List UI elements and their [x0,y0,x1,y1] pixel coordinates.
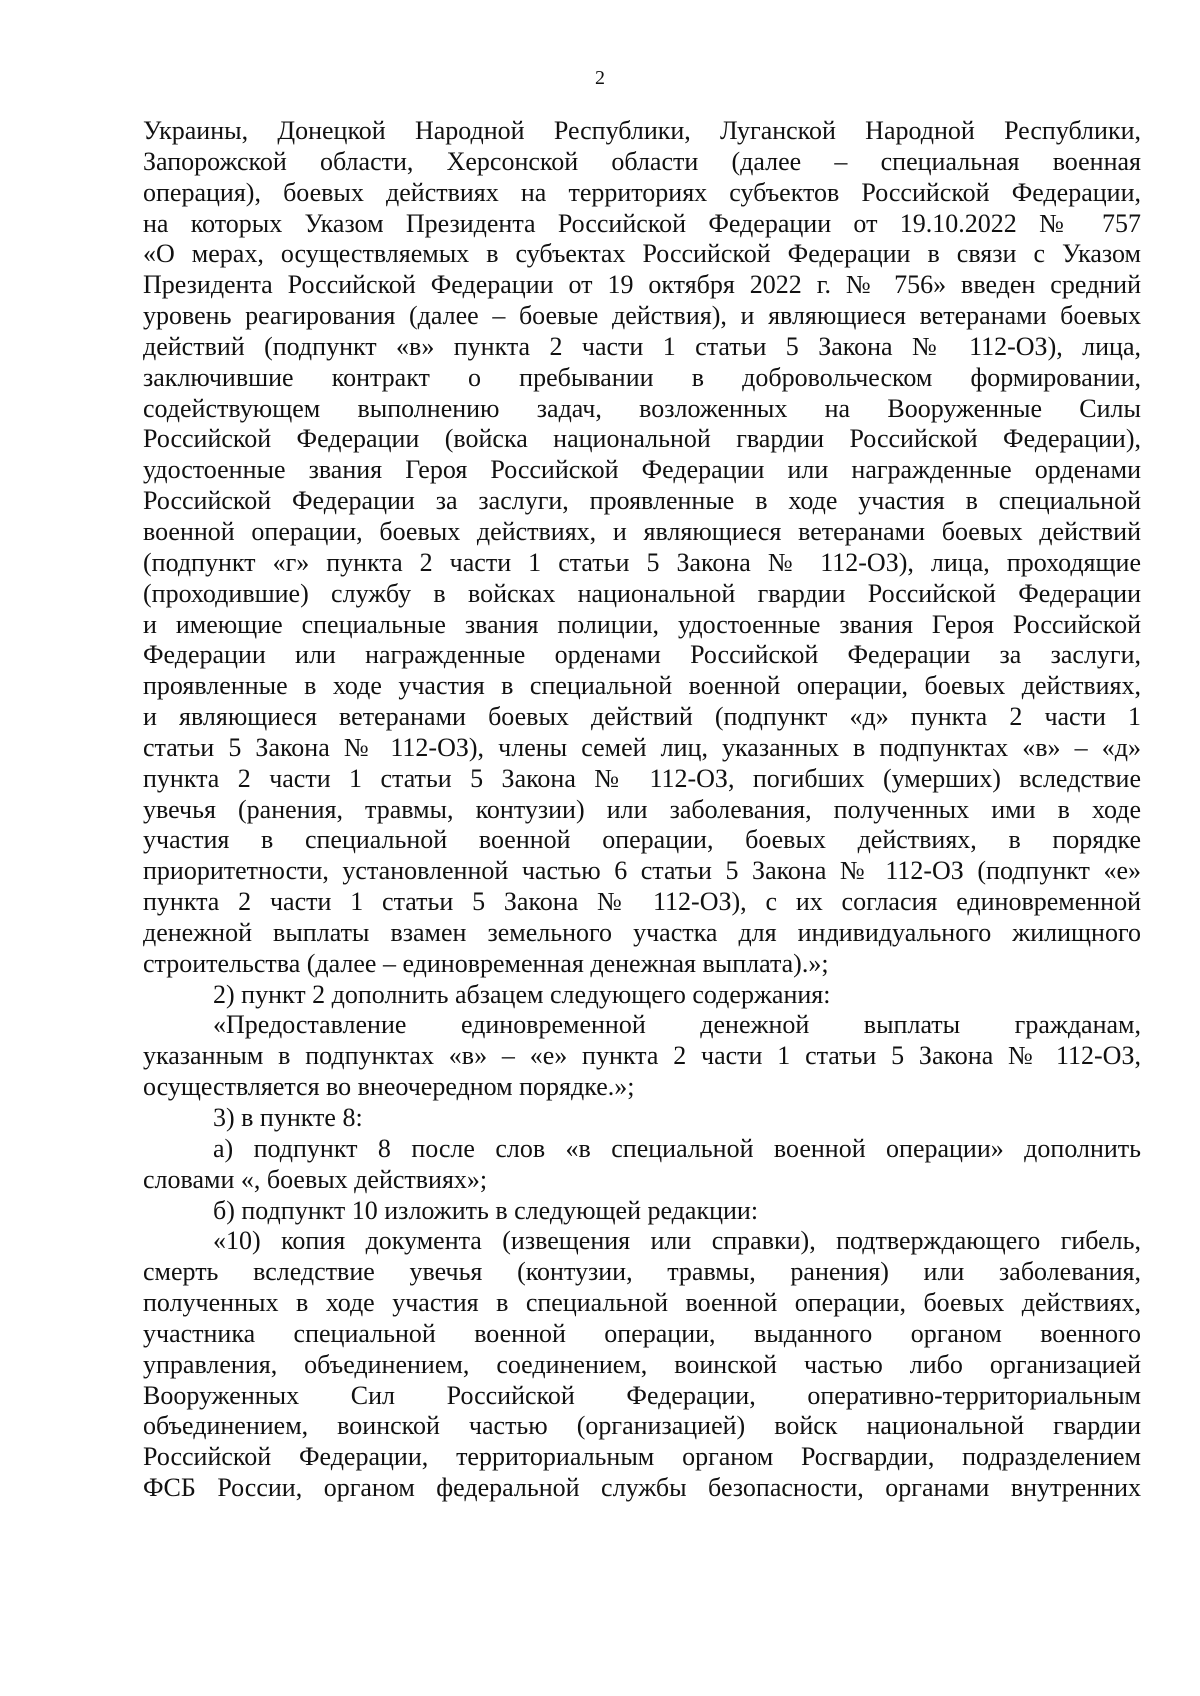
text-line: б) подпункт 10 изложить в следующей редакции: [213,1195,759,1225]
text-line: статьи 5 Закона № 112-ОЗ), члены семей лиц, указанных в подпунктах «в» – «д» [143,732,1141,762]
text-line: указанным в подпунктах «в» – «е» пункта 2 части 1 статьи 5 Закона № 112-ОЗ, [143,1041,1141,1071]
text-line: Вооруженных Сил Российской Федерации, оперативно-территориальным [143,1380,1141,1410]
document-body [143,116,1141,1504]
text-line: Федерации или награжденные орденами Российской Федерации за заслуги, [143,640,1141,670]
text-line: Российской Федерации, территориальным органом Росгвардии, подразделением [143,1442,1141,1472]
text-line: словами «, боевых действиях»; [143,1164,488,1194]
page-number: 2 [595,67,605,89]
text-line: объединением, воинской частью (организацией) войск национальной гвардии [143,1411,1141,1441]
text-line: проявленные в ходе участия в специальной военной операции, боевых действиях, [143,671,1141,701]
text-line: пункта 2 части 1 статьи 5 Закона № 112-ОЗ), с их согласия единовременной [143,887,1141,917]
text-line: денежной выплаты взамен земельного участка для индивидуального жилищного [143,917,1141,947]
text-line: военной операции, боевых действиях, и являющиеся ветеранами боевых действий [143,516,1141,546]
text-line: Российской Федерации за заслуги, проявленные в ходе участия в специальной [143,486,1141,516]
text-line: и являющиеся ветеранами боевых действий (подпункт «д» пункта 2 части 1 [143,702,1141,732]
text-line: и имеющие специальные звания полиции, удостоенные звания Героя Российской [143,609,1141,639]
text-line: полученных в ходе участия в специальной военной операции, боевых действиях, [143,1288,1141,1318]
text-line: управления, объединением, соединением, воинской частью либо организацией [143,1349,1141,1379]
text-line: Украины, Донецкой Народной Республики, Луганской Народной Республики, [143,116,1141,145]
text-line: заключившие контракт о пребывании в добровольческом формировании, [143,362,1141,392]
text-line: а) подпункт 8 после слов «в специальной военной операции» дополнить [213,1133,1141,1163]
text-line: увечья (ранения, травмы, контузии) или заболевания, полученных ими в ходе [143,794,1141,824]
text-line: на которых Указом Президента Российской Федерации от 19.10.2022 № 757 [143,208,1141,238]
text-line: (проходившие) службу в войсках национальной гвардии Российской Федерации [143,578,1141,608]
text-line: операция), боевых действиях на территориях субъектов Российской Федерации, [143,177,1141,207]
text-line: удостоенные звания Героя Российской Федерации или награжденные орденами [143,455,1141,485]
text-line: участника специальной военной операции, выданного органом военного [143,1318,1141,1348]
text-line: уровень реагирования (далее – боевые действия), и являющиеся ветеранами боевых [143,301,1141,331]
text-line: Президента Российской Федерации от 19 октября 2022 г. № 756» введен средний [143,270,1141,300]
text-line: 3) в пункте 8: [213,1103,363,1132]
text-line: «Предоставление единовременной денежной выплаты гражданам, [213,1010,1141,1040]
text-line: смерть вследствие увечья (контузии, травмы, ранения) или заболевания, [143,1257,1141,1287]
text-line: пункта 2 части 1 статьи 5 Закона № 112-ОЗ, погибших (умерших) вследствие [143,763,1141,793]
text-line: «О мерах, осуществляемых в субъектах Российской Федерации в связи с Указом [143,239,1141,269]
text-line: ФСБ России, органом федеральной службы безопасности, органами внутренних [143,1473,1141,1503]
text-line: действий (подпункт «в» пункта 2 части 1 статьи 5 Закона № 112-ОЗ), лица, [143,331,1141,361]
text-line: Российской Федерации (войска национальной гвардии Российской Федерации), [143,424,1141,454]
text-line: осуществляется во внеочередном порядке.»; [143,1072,635,1102]
text-line: приоритетности, установленной частью 6 статьи 5 Закона № 112-ОЗ (подпункт «е» [143,856,1141,886]
text-line: (подпункт «г» пункта 2 части 1 статьи 5 Закона № 112-ОЗ), лица, проходящие [143,547,1141,577]
text-line: «10) копия документа (извещения или справки), подтверждающего гибель, [213,1226,1141,1256]
text-line: содействующем выполнению задач, возложенных на Вооруженные Силы [143,393,1141,423]
text-line: участия в специальной военной операции, боевых действиях, в порядке [143,825,1141,855]
text-line: строительства (далее – единовременная денежная выплата).»; [143,948,829,978]
text-line: Запорожской области, Херсонской области (далее – специальная военная [143,146,1141,176]
text-line: 2) пункт 2 дополнить абзацем следующего содержания: [213,979,831,1009]
